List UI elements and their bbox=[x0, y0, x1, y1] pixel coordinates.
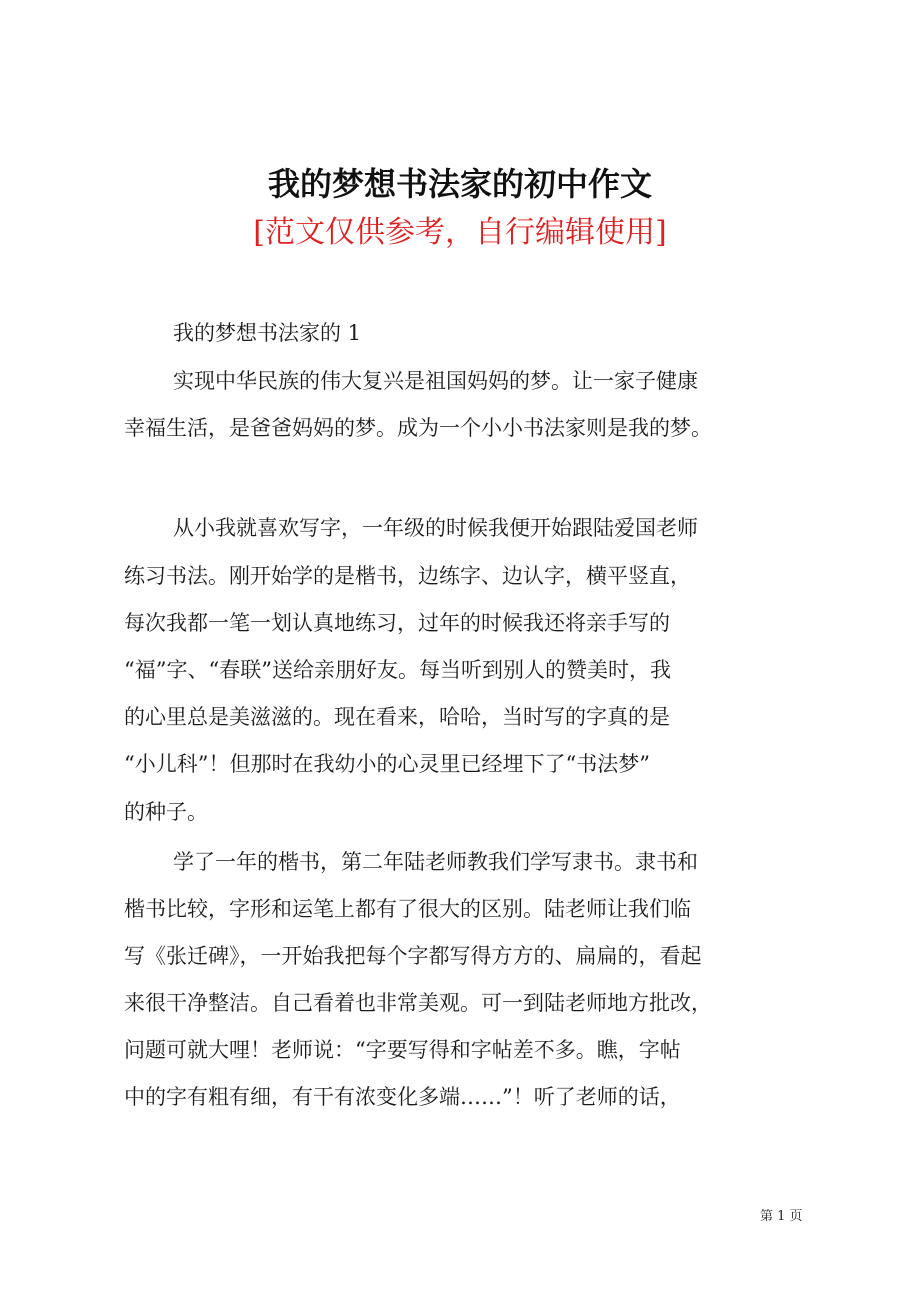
paragraph-line: 幸福生活，是爸爸妈妈的梦。成为一个小小书法家则是我的梦。 bbox=[124, 416, 712, 440]
paragraph-line: 中的字有粗有细，有干有浓变化多端……”！听了老师的话， bbox=[124, 1085, 681, 1109]
paragraph-line: 实现中华民族的伟大复兴是祖国妈妈的梦。让一家子健康 bbox=[173, 369, 698, 393]
document-subtitle: [范文仅供参考，自行编辑使用] bbox=[253, 215, 667, 250]
document-title: 我的梦想书法家的初中作文 bbox=[267, 165, 652, 203]
paragraph-line: 的心里总是美滋滋的。现在看来，哈哈，当时写的字真的是 bbox=[124, 705, 670, 729]
page-number: 第 1 页 bbox=[760, 1209, 803, 1224]
paragraph-line: 写《张迁碑》，一开始我把每个字都写得方方的、扁扁的，看起 bbox=[124, 944, 702, 968]
section-heading: 我的梦想书法家的 1 bbox=[173, 321, 362, 345]
paragraph-line: 练习书法。刚开始学的是楷书，边练字、边认字，横平竖直， bbox=[124, 564, 691, 588]
paragraph-line: 来很干净整洁。自己看着也非常美观。可一到陆老师地方批改， bbox=[124, 991, 712, 1015]
paragraph-line: 楷书比较，字形和运笔上都有了很大的区别。陆老师让我们临 bbox=[124, 897, 691, 921]
paragraph-line: 的种子。 bbox=[124, 800, 208, 824]
paragraph-line: 每次我都一笔一划认真地练习，过年的时候我还将亲手写的 bbox=[124, 611, 670, 635]
paragraph-line: “小儿科”！但那时在我幼小的心灵里已经埋下了“书法梦” bbox=[124, 752, 650, 776]
paragraph-line: 问题可就大哩！老师说：“字要写得和字帖差不多。瞧，字帖 bbox=[124, 1038, 681, 1062]
paragraph-line: 学了一年的楷书，第二年陆老师教我们学写隶书。隶书和 bbox=[173, 850, 698, 874]
paragraph-line: “福”字、“春联”送给亲朋好友。每当听到别人的赞美时，我 bbox=[124, 658, 671, 682]
paragraph-line: 从小我就喜欢写字，一年级的时候我便开始跟陆爱国老师 bbox=[173, 516, 698, 540]
